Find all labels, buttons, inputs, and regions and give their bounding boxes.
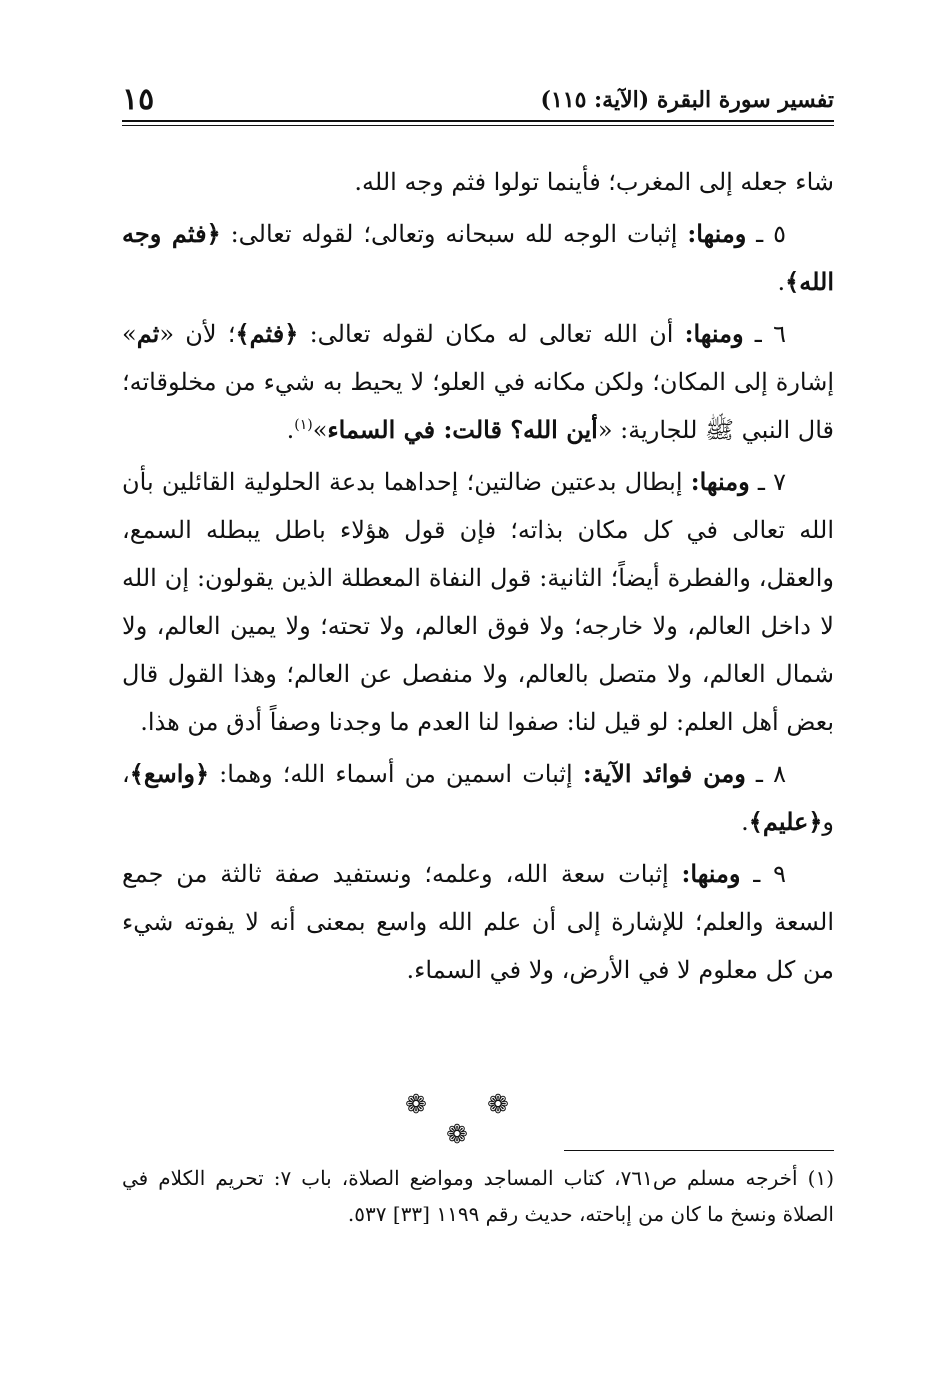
header-rule-thick [122,120,834,122]
quran-quote: ﴿فثم وجه الله﴾ [122,219,834,296]
page-number: ١٥ [122,82,155,117]
paragraph-text: إثبات الوجه لله سبحانه وتعالى؛ لقوله تعالى: [220,220,688,248]
paragraph-6 [122,310,834,454]
quoted-word: ثم [136,319,160,348]
paragraph-text: ؛ لأن « [159,320,236,348]
paragraph-text: ، و [122,760,834,836]
paragraph-continuation [122,158,834,206]
footnote [122,1160,834,1232]
footnote-text: (١) أخرجه مسلم ص٧٦١، كتاب المساجد ومواضع الصلاة، باب ٧: تحريم الكلام في الصلاة ونسخ ما كان من إباحته، حديث رقم ١١٩٩ [٣٣] ٥٣٧. [122,1166,834,1226]
item-key: ومنها: [690,467,750,496]
paragraph-text: أن الله تعالى له مكان لقوله تعالى: [298,320,685,348]
item-key: ومنها: [681,859,741,888]
item-number: ٩ ـ [740,860,786,888]
running-title: تفسير سورة البقرة (الآية: ١١٥) [540,87,834,113]
item-key: ومنها: [687,219,747,248]
hadith-quote: أين الله؟ قالت: في السماء [327,415,598,444]
paragraph-5 [122,210,834,306]
quran-quote: ﴿فثم﴾ [235,319,299,348]
item-number: ٧ ـ [749,468,787,496]
paragraph-text: إثبات سعة الله، وعلمه؛ ونستفيد صفة ثالثة من جمع السعة والعلم؛ للإشارة إلى أن علم الله واسع بمعنى أنه لا يفوته شيء من كل معلوم لا في الأرض، ولا في السماء. [122,860,834,984]
item-key: ومنها: [684,319,744,348]
paragraph-7 [122,458,834,746]
item-number: ٨ ـ [745,760,786,788]
divine-name: ﴿واسع﴾ [129,759,210,788]
footnote-rule [564,1150,834,1151]
footnote-reference[interactable]: (١) [294,417,313,433]
item-number: ٥ ـ [746,220,786,248]
paragraph-9 [122,850,834,994]
body-text [122,158,834,998]
punctuation: . [286,416,295,444]
punctuation: . [777,268,786,296]
divine-name: ﴿عليم﴾ [748,807,823,836]
paragraph-text: شاء جعله إلى المغرب؛ فأينما تولوا فثم وجه الله. [354,168,834,196]
punctuation: . [741,808,749,836]
paragraph-text: » إشارة إلى المكان؛ ولكن مكانه في العلو؛ لا يحيط به شيء من مخلوقاته؛ قال النبي ﷺ للجارية: « [122,320,834,444]
section-separator: ❁ ❁ ❁ [405,1090,535,1150]
page-header [122,82,834,118]
item-number: ٦ ـ [743,320,786,348]
header-rule-thin [122,125,834,126]
item-key: ومن فوائد الآية: [582,759,746,788]
paragraph-8 [122,750,834,846]
punctuation: » [312,416,328,444]
paragraph-text: إثبات اسمين من أسماء الله؛ وهما: [209,760,583,788]
paragraph-text: إبطال بدعتين ضالتين؛ إحداهما بدعة الحلولية القائلين بأن الله تعالى في كل مكان بذاته؛ فإن قول هؤلاء باطل يبطله السمع، والعقل، والفطرة أيضاً؛ الثانية: قول النفاة المعطلة الذين يقولون: إن الله لا داخل العالم، ولا خارجه؛ ولا فوق العالم، ولا تحته؛ ولا يمين العالم، ولا شمال العالم، ولا متصل بالعالم، ولا منفصل عن العالم؛ وهذا القول قال بعض أهل العلم: لو قيل لنا: صفوا لنا العدم ما وجدنا وصفاً أدق من هذا. [122,468,834,736]
